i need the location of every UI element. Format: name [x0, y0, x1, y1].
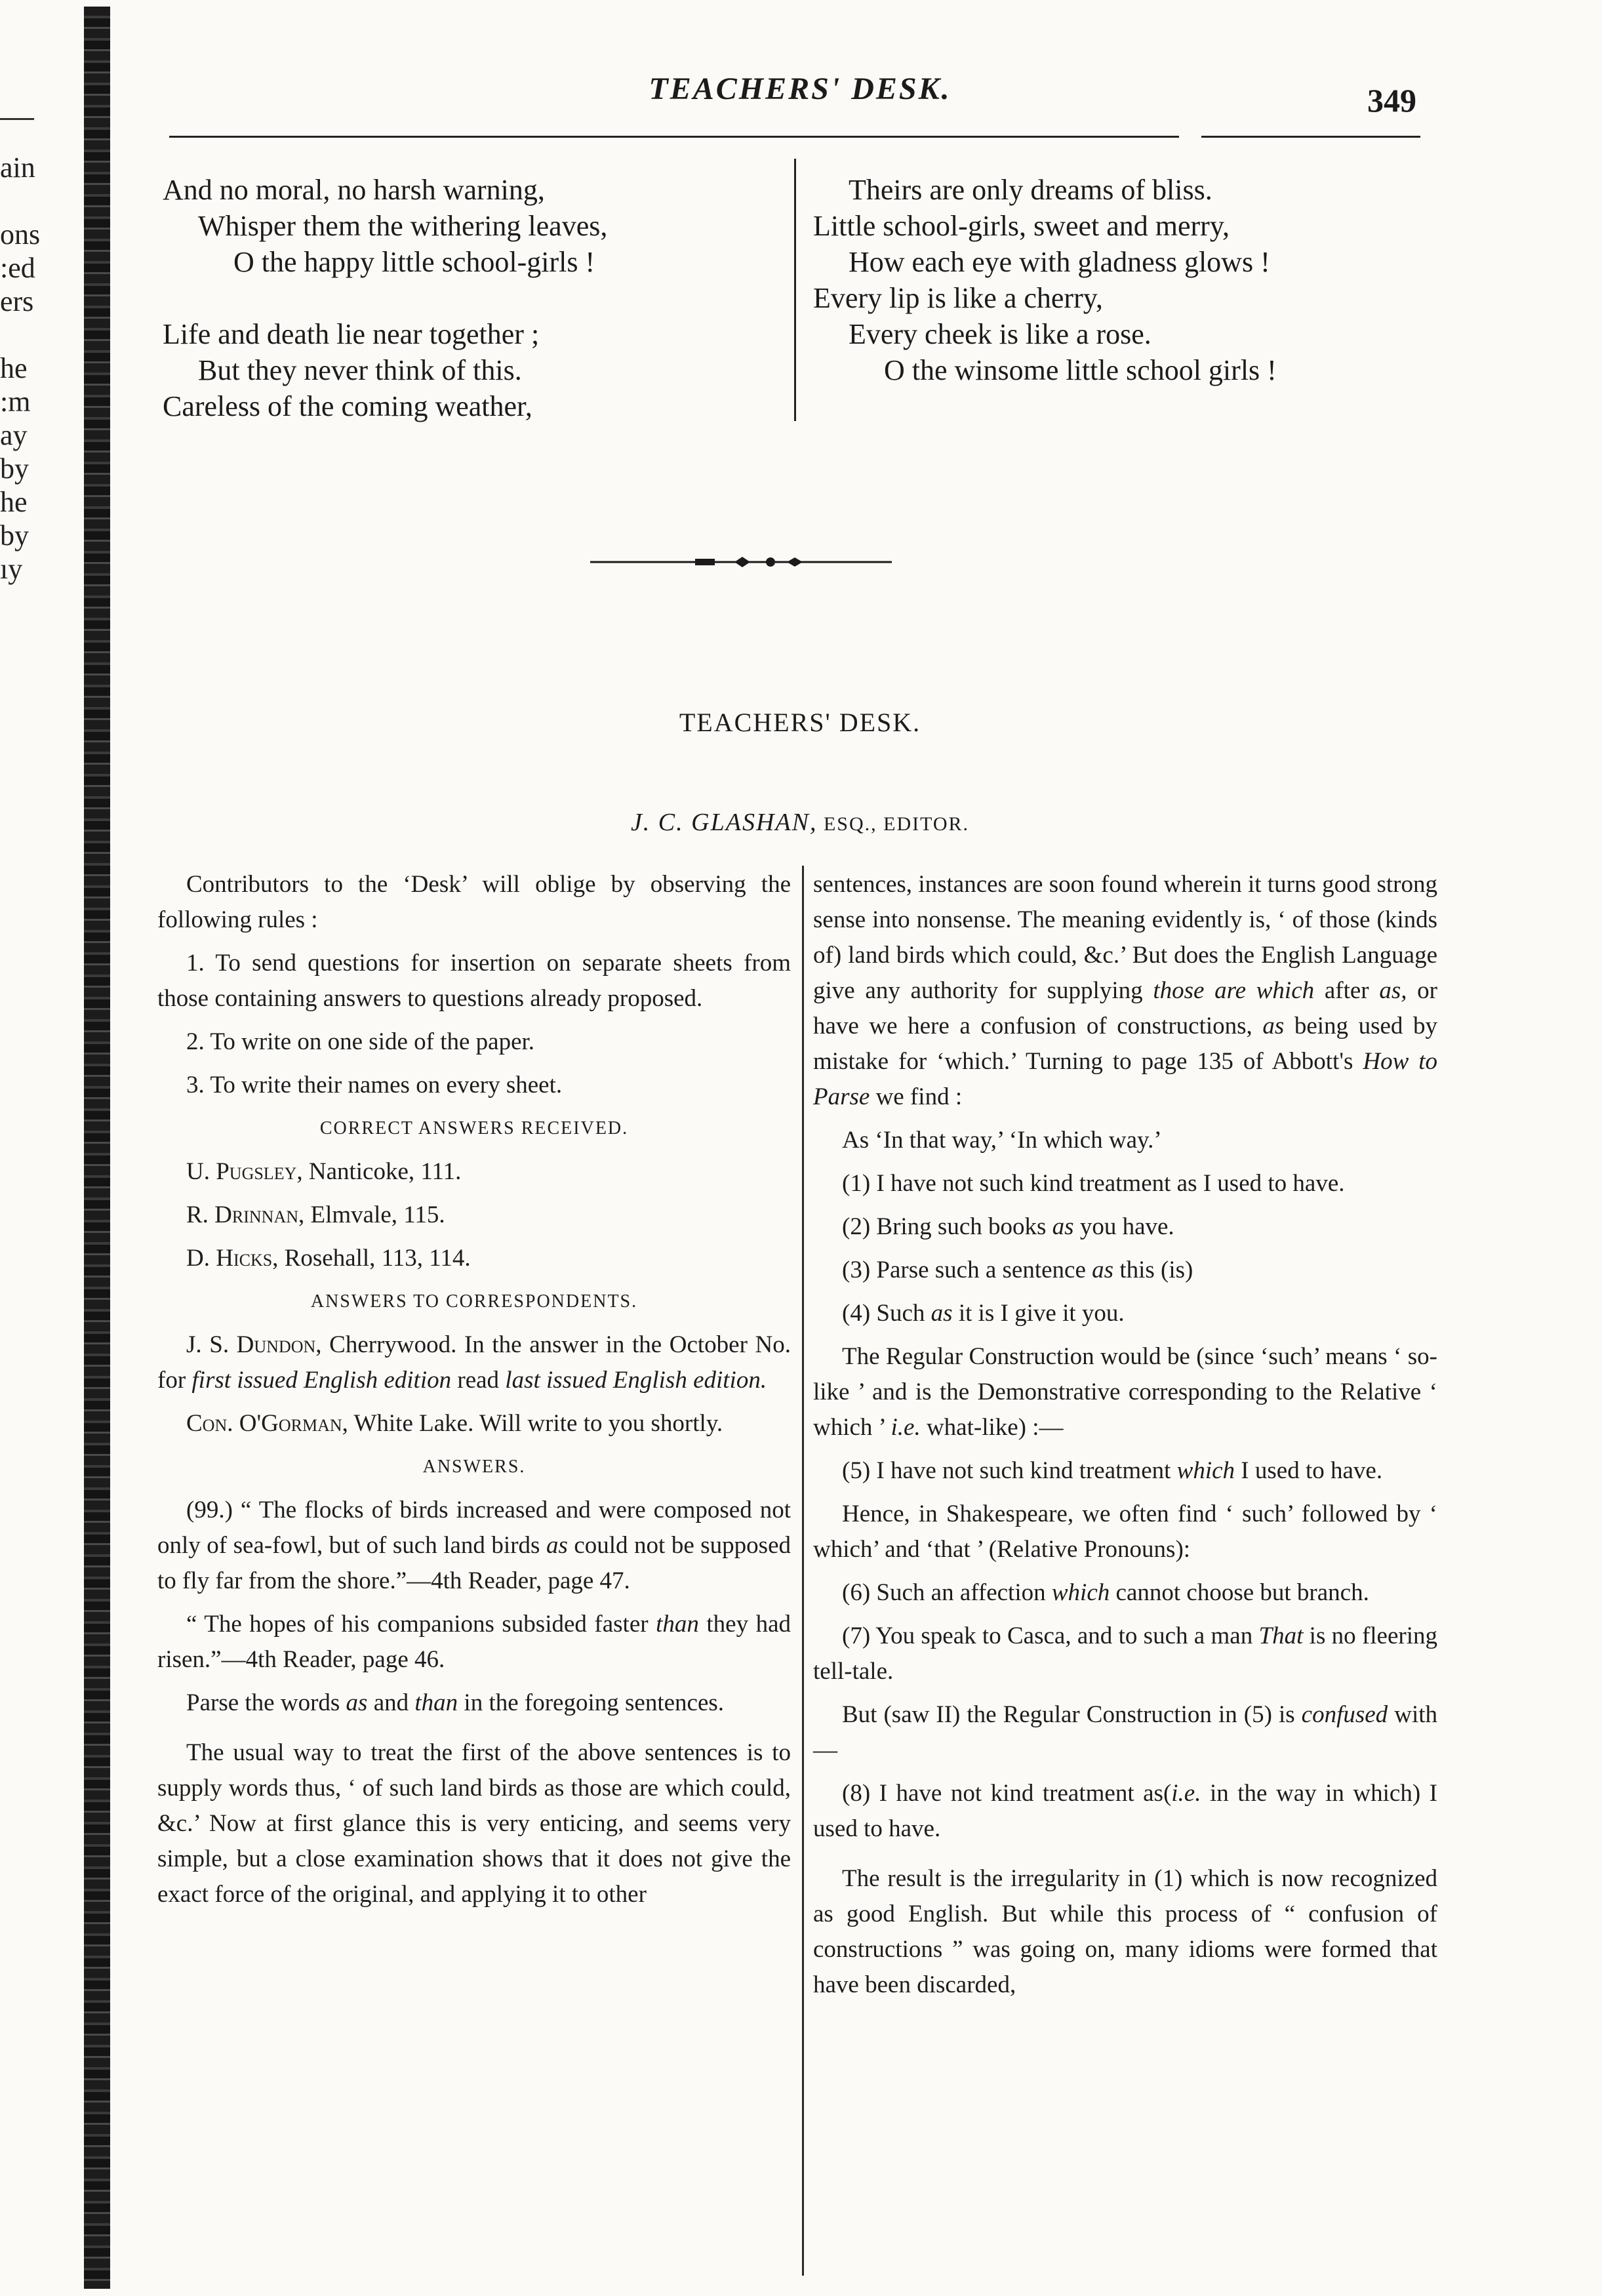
- editor-name: J. C. GLASHAN,: [630, 809, 818, 836]
- poem-line: O the happy little school-girls !: [233, 246, 595, 278]
- poem-line: Every cheek is like a rose.: [849, 318, 1151, 350]
- example-4: [813, 1296, 1437, 1331]
- column-divider: [802, 866, 804, 2276]
- italic-text: as: [346, 1689, 368, 1716]
- result-paragraph: The result is the irregularity in (1) which is now recognized as good English. But while this process of “ confusion of constructions ” was going on, many idioms were formed that have been discarded,: [813, 1865, 1437, 1998]
- received-name: D. Hicks,: [186, 1245, 279, 1272]
- italic-text: How to Parse: [813, 1048, 1437, 1110]
- text: it is I give it you.: [952, 1300, 1125, 1327]
- poem-right-column: [813, 172, 1430, 388]
- text: Cherrywood. In the answer in the October No. for: [157, 1331, 791, 1394]
- facing-page-fragments: [0, 151, 52, 586]
- shakespeare-paragraph: Hence, in Shakespeare, we often find ‘ such’ followed by ‘ which’ and ‘that ’ (Relative Pronouns):: [813, 1500, 1437, 1563]
- text: (99.) “ The flocks of birds increased and were composed not only of sea-fowl, but of such land birds: [157, 1497, 791, 1559]
- facing-page-fragment: ain: [0, 151, 35, 184]
- text: (3) Parse such a sentence: [842, 1257, 1092, 1283]
- text: we find :: [870, 1083, 963, 1110]
- text: I used to have.: [1235, 1457, 1383, 1484]
- example-8: [813, 1776, 1437, 1847]
- answers-heading: ANSWERS.: [422, 1457, 526, 1477]
- facing-page-fragment: he: [0, 486, 28, 518]
- text: (5) I have not such kind treatment: [842, 1457, 1177, 1484]
- text: Parse the words: [186, 1689, 346, 1716]
- poem-line: Little school-girls, sweet and merry,: [813, 210, 1230, 242]
- facing-page-fragment: [0, 184, 52, 218]
- text: with—: [813, 1701, 1437, 1763]
- continuation-paragraph: [813, 867, 1437, 1115]
- italic-text: as: [931, 1300, 953, 1327]
- poem-line: Careless of the coming weather,: [163, 390, 532, 422]
- text: sentences, instances are soon found wherein it turns good strong sense into nonsense. The meaning evidently is, ‘ of those (kinds of) land birds which could, &c.’ But does the English Language give any authority for supplying: [813, 871, 1437, 1004]
- facing-page-fragment: by: [0, 453, 29, 485]
- rule-3: 3. To write their names on every sheet.: [186, 1072, 563, 1098]
- rule-2: 2. To write on one side of the paper.: [186, 1028, 535, 1055]
- text: you have.: [1073, 1213, 1174, 1240]
- text: (4) Such: [842, 1300, 931, 1327]
- italic-text: as: [546, 1532, 568, 1559]
- text: or have we here a confusion of constructions,: [813, 977, 1437, 1039]
- text: is no fleering tell-tale.: [813, 1622, 1437, 1685]
- header-rule: [169, 136, 1179, 138]
- facing-page-fragment: [0, 318, 52, 352]
- italic-text: confused: [1301, 1701, 1388, 1728]
- page-number: 349: [1367, 82, 1416, 119]
- received-name: R. Drinnan,: [186, 1201, 305, 1228]
- text: The Regular Construction would be (since ‘such’ means ‘ so-like ’ and is the Demonstrative corresponding to the Relative ‘ which ’: [813, 1343, 1437, 1441]
- text: “ The hopes of his companions subsided faster: [186, 1611, 656, 1638]
- text: in the foregoing sentences.: [458, 1689, 725, 1716]
- poem-line: [163, 280, 779, 316]
- parse-instruction: [157, 1685, 791, 1721]
- poem-line: But they never think of this.: [198, 354, 522, 386]
- ornament-divider-icon: [590, 554, 892, 570]
- received-name: U. Pugsley,: [186, 1158, 303, 1185]
- text: read: [451, 1367, 506, 1394]
- received-entry: [157, 1241, 791, 1276]
- italic-text: than: [414, 1689, 458, 1716]
- poem-line: Life and death lie near together ;: [163, 318, 540, 350]
- regular-construction: [813, 1339, 1437, 1445]
- text: and: [367, 1689, 415, 1716]
- example-5: [813, 1453, 1437, 1489]
- facing-page-rule: [0, 118, 34, 120]
- example-3: [813, 1253, 1437, 1288]
- rule-1: 1. To send questions for insertion on separate sheets from those containing answers to questions already proposed.: [157, 950, 791, 1012]
- text: after: [1314, 977, 1380, 1004]
- example-6: [813, 1575, 1437, 1611]
- correct-answers-heading: CORRECT ANSWERS RECEIVED.: [319, 1118, 629, 1138]
- text: (6) Such an affection: [842, 1579, 1052, 1606]
- example-1: (1) I have not such kind treatment as I used to have.: [842, 1170, 1345, 1197]
- italic-text: those are which: [1153, 977, 1315, 1004]
- italic-text: as,: [1379, 977, 1407, 1004]
- text: But (saw II) the Regular Construction in (5) is: [842, 1701, 1302, 1728]
- text: White Lake. Will write to you shortly.: [348, 1410, 723, 1437]
- italic-text: i.e.: [1171, 1780, 1201, 1807]
- facing-page-fragment: ons: [0, 218, 41, 251]
- facing-page-fragment: ıy: [0, 553, 23, 585]
- italic-text: as: [1092, 1257, 1114, 1283]
- poem-line: How each eye with gladness glows !: [849, 246, 1270, 278]
- text: (7) You speak to Casca, and to such a man: [842, 1622, 1259, 1649]
- facing-page-fragment: :ed: [0, 252, 35, 284]
- received-entry: [157, 1198, 791, 1233]
- poem-line: And no moral, no harsh warning,: [163, 174, 545, 206]
- dundon-answer: [157, 1327, 791, 1398]
- section-title: TEACHERS' DESK.: [679, 708, 921, 737]
- text: in the way in which) I used to have.: [813, 1780, 1437, 1842]
- poem-line: Theirs are only dreams of bliss.: [849, 174, 1212, 206]
- received-detail: Nanticoke, 111.: [302, 1158, 462, 1185]
- italic-text: That: [1258, 1622, 1304, 1649]
- facing-page-fragment: by: [0, 519, 29, 552]
- italic-text: as: [1262, 1013, 1285, 1039]
- italic-text: i.e.: [891, 1414, 921, 1441]
- editor-line: [459, 808, 1141, 837]
- correspondent-name: J. S. Dundon,: [186, 1331, 322, 1358]
- facing-page-fragment: :m: [0, 386, 31, 418]
- received-detail: Rosehall, 113, 114.: [278, 1245, 471, 1272]
- received-entry: [157, 1154, 791, 1190]
- but-paragraph: [813, 1697, 1437, 1768]
- italic-text: which: [1051, 1579, 1110, 1606]
- correspondents-heading: ANSWERS TO CORRESPONDENTS.: [310, 1291, 638, 1312]
- text: they had risen.”—4th Reader, page 46.: [157, 1611, 791, 1673]
- question-99: [157, 1493, 791, 1599]
- ogorman-answer: [157, 1406, 791, 1441]
- question-99-second: [157, 1607, 791, 1678]
- text: (8) I have not kind treatment as(: [842, 1780, 1172, 1807]
- italic-text: than: [656, 1611, 699, 1638]
- italic-text: which: [1176, 1457, 1235, 1484]
- text: could not be supposed to fly far from the shore.”—4th Reader, page 47.: [157, 1532, 791, 1594]
- text: this (is): [1113, 1257, 1193, 1283]
- facing-page-fragment: ers: [0, 285, 34, 317]
- poem-column-divider: [794, 159, 796, 421]
- poem-line: Every lip is like a cherry,: [813, 282, 1103, 314]
- as-line: As ‘In that way,’ ‘In which way.’: [842, 1127, 1162, 1154]
- running-title: TEACHERS' DESK.: [649, 71, 951, 106]
- example-2: [813, 1209, 1437, 1245]
- usual-way-paragraph: The usual way to treat the first of the above sentences is to supply words thus, ‘ of such land birds as those are which could, &c.’ Now at first glance this is very enticing, and seems very simple, but a close examination shows that it does not give the exact force of the original, and applying it to other: [157, 1739, 791, 1908]
- received-detail: Elmvale, 115.: [304, 1201, 445, 1228]
- example-7: [813, 1619, 1437, 1689]
- facing-page-fragment: ay: [0, 419, 28, 451]
- header-rule-right: [1201, 136, 1420, 138]
- italic-text: first issued English edition: [191, 1367, 452, 1394]
- correspondent-name: Con. O'Gorman,: [186, 1410, 348, 1437]
- right-text-column: [813, 867, 1437, 2011]
- poem-left-column: [163, 172, 779, 424]
- text: what-like) :—: [920, 1414, 1064, 1441]
- text: cannot choose but branch.: [1110, 1579, 1369, 1606]
- book-spine-shadow: [84, 7, 110, 2289]
- italic-text: as: [1052, 1213, 1074, 1240]
- text: being used by mistake for ‘which.’ Turning to page 135 of Abbott's: [813, 1013, 1437, 1075]
- italic-text: last issued English edition.: [505, 1367, 767, 1394]
- left-text-column: [157, 867, 791, 1920]
- text: (2) Bring such books: [842, 1213, 1052, 1240]
- poem-line: Whisper them the withering leaves,: [198, 210, 608, 242]
- editor-suffix: ESQ., EDITOR.: [823, 813, 970, 835]
- poem-line: O the winsome little school girls !: [884, 354, 1277, 386]
- contributors-intro: Contributors to the ‘Desk’ will oblige by observing the following rules :: [157, 871, 791, 933]
- facing-page-fragment: he: [0, 352, 28, 384]
